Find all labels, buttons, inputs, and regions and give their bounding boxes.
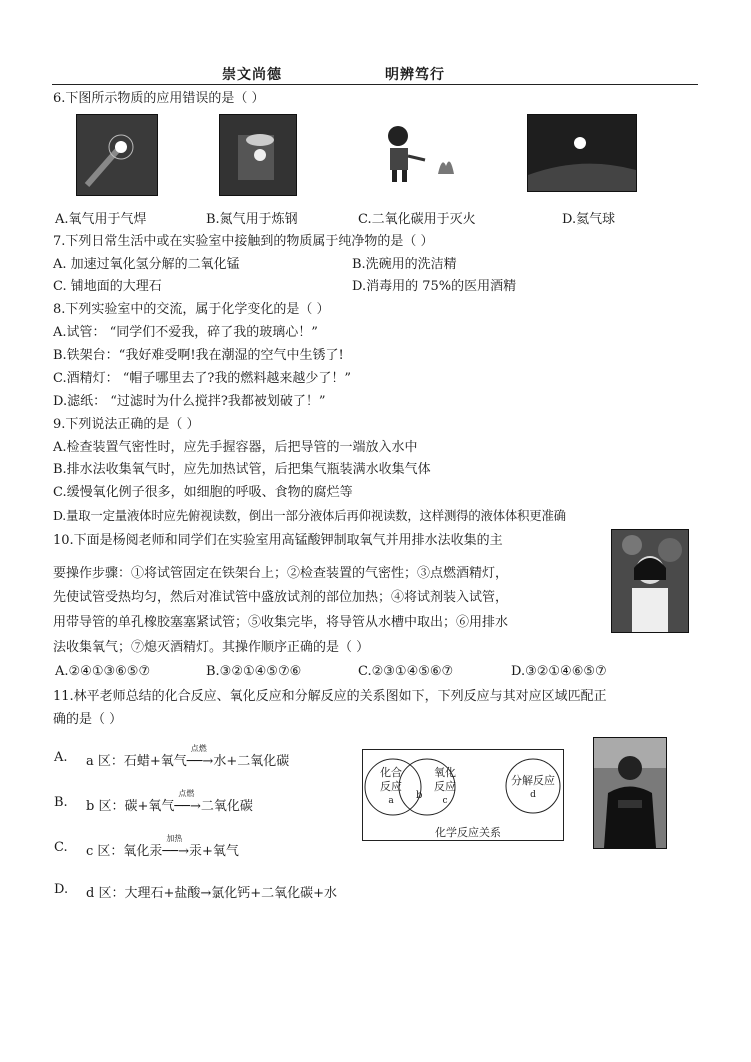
venn-region-c: c [442,796,448,806]
q6-stem: 6.下图所示物质的应用错误的是（ ） [53,91,265,106]
q7-option-d: D.消毒用的 75%的医用酒精 [352,279,517,294]
q9-option-a: A.检查装置气密性时，应先手握容器，后把导管的一端放入水中 [53,440,418,455]
reaction-relationship-diagram [362,749,564,841]
furnace-icon [220,115,296,195]
q11-stem-1: 11.林平老师总结的化合反应、氧化反应和分解反应的关系图如下，下列反应与其对应区域匹配正 [53,689,607,704]
q11-option-c [86,834,239,859]
header-motto-left: 崇文尚德 [222,67,282,83]
q7-option-a: A. 加速过氧化氢分解的二氧化锰 [53,257,240,272]
teacher-portrait-icon [594,738,666,848]
q10-line-4: 用带导管的单孔橡胶塞塞紧试管；⑤收集完毕，将导管从水槽中取出；⑥用排水 [53,615,509,630]
venn-region-a: a [388,796,394,806]
q11-option-d: d 区：大理石+盐酸→氯化钙+二氧化碳+水 [86,886,338,901]
venn-label: 氧化 [434,766,456,779]
reaction-condition: 点燃 [178,789,195,798]
q8-option-a: A.试管： “同学们不爱我，碎了我的玻璃心！” [53,325,318,340]
venn-region-b: b [416,790,423,801]
q9-stem: 9.下列说法正确的是（ ） [53,417,200,432]
q10-line-1: 10.下面是杨阅老师和同学们在实验室用高锰酸钾制取氧气并用排水法收集的主 [53,533,503,548]
q11-option-d-label: D. [54,882,69,897]
venn-set-decomposition [509,774,557,802]
q11-option-a-products: 水+二氧化碳 [213,754,290,769]
venn-label: 化合 [380,766,402,779]
q10-option-b: B.③②①④⑤⑦⑥ [206,664,302,679]
q6-photo-welding [76,114,158,196]
q7-option-c: C. 铺地面的大理石 [53,279,162,294]
q10-option-c: C.②③①④⑤⑥⑦ [358,664,454,679]
q10-option-a: A.②④①③⑥⑤⑦ [55,664,151,679]
q10-line-3: 先使试管受热均匀，然后对准试管中盛放试剂的部位加热；④将试剂装入试管， [53,590,509,605]
q11-option-c-reactants: c 区：氧化汞 [86,844,163,859]
q7-stem: 7.下列日常生活中或在实验室中接触到的物质属于纯净物的是（ ） [53,234,434,249]
q11-option-a [86,744,290,769]
q9-option-c: C.缓慢氧化例子很多，如细胞的呼吸、食物的腐烂等 [53,485,353,500]
q8-stem: 8.下列实验室中的交流，属于化学变化的是（ ） [53,302,330,317]
q10-line-2: 要操作步骤：①将试管固定在铁架台上；②检查装置的气密性；③点燃酒精灯， [53,566,509,581]
q6-photo-fire-extinguish [380,118,465,190]
q11-option-b-products: 二氧化碳 [200,799,253,814]
q7-option-b: B.洗碗用的洗洁精 [352,257,457,272]
q6-photo-steelmaking [219,114,297,196]
q6-option-a: A.氧气用于气焊 [55,212,147,227]
q8-option-d: D.滤纸： “过滤时为什么搅拌?我都被划破了！” [53,394,326,409]
q11-option-c-label: C. [54,840,68,855]
q11-option-c-products: 汞+氧气 [188,844,239,859]
q9-option-b: B.排水法收集氧气时，应先加热试管，后把集气瓶装满水收集气体 [53,462,431,477]
q8-option-b: B.铁架台：“我好难受啊!我在潮湿的空气中生锈了! [53,348,344,363]
q11-option-b-label: B. [54,795,68,810]
venn-caption: 化学反应关系 [435,826,501,839]
header-motto-right: 明辨笃行 [385,67,445,83]
q11-option-a-label: A. [54,750,68,765]
teacher-portrait-icon [612,530,688,632]
q10-teacher-photo [611,529,689,633]
reaction-arrow: 点燃 ──→ [174,789,201,814]
reaction-condition: 点燃 [190,744,207,753]
q6-option-d: D.氦气球 [562,212,616,227]
q11-teacher-photo [593,737,667,849]
reaction-arrow: 点燃 ──→ [186,744,214,769]
q11-stem-2: 确的是（ ） [53,712,123,727]
reaction-arrow: 加热 ──→ [162,834,189,859]
q6-option-b: B.氮气用于炼钢 [206,212,298,227]
q11-option-a-reactants: a 区：石蜡+氧气 [86,754,187,769]
q6-option-c: C.二氧化碳用于灭火 [358,212,476,227]
venn-region-d: d [530,790,536,800]
q9-option-d: D.量取一定量液体时应先俯视读数，倒出一部分液体后再仰视读数，这样测得的液体体积更准确 [53,508,566,523]
q6-photo-balloon [527,114,637,192]
q8-option-c: C.酒精灯： “帽子哪里去了?我的燃料越来越少了！” [53,371,352,386]
header-rule [52,84,698,85]
venn-label: 反应 [380,780,402,793]
firefighter-icon [380,118,465,190]
reaction-condition: 加热 [166,834,183,843]
welding-icon [77,115,157,195]
venn-label: 分解反应 [511,774,555,787]
q11-option-b-reactants: b 区：碳+氧气 [86,799,175,814]
venn-set-oxidation [429,766,461,808]
q10-line-5: 法收集氧气；⑦熄灭酒精灯。其操作顺序正确的是（ ） [53,640,370,655]
venn-label: 反应 [434,780,456,793]
balloon-icon [528,115,636,191]
q11-option-b [86,789,253,814]
q10-option-d: D.③②①④⑥⑤⑦ [511,664,607,679]
venn-set-combination [375,766,407,808]
